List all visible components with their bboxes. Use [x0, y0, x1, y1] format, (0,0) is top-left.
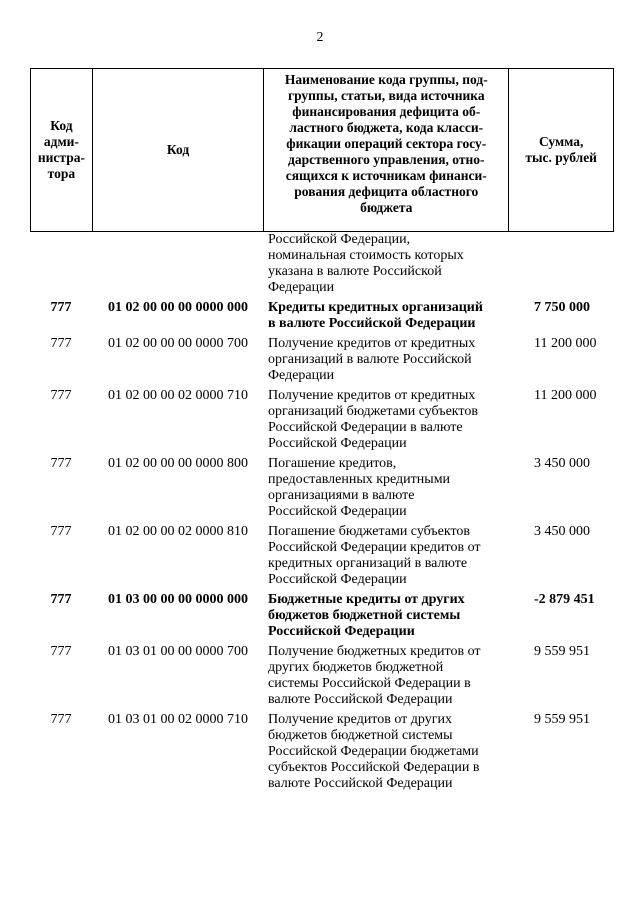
name-cell	[264, 232, 510, 296]
admin-code-cell	[30, 232, 92, 296]
name-line: организациями в валюте	[268, 488, 415, 503]
sum-cell: 3 450 000	[534, 524, 590, 539]
name-line: Получение бюджетных кредитов от	[268, 644, 481, 659]
name-line: Российской Федерации	[268, 504, 407, 519]
name-line: Российской Федерации	[268, 436, 407, 451]
name-line: бюджетов бюджетной системы	[268, 728, 453, 743]
header-line: Сумма,	[538, 134, 584, 149]
table-row	[30, 712, 614, 792]
sum-cell: -2 879 451	[534, 592, 595, 607]
admin-code-cell: 777	[50, 456, 72, 471]
name-cell	[264, 524, 510, 588]
sum-cell: 9 559 951	[534, 644, 590, 659]
name-line: Российской Федерации бюджетами	[268, 744, 479, 759]
header-line: Код	[50, 118, 73, 133]
header-line: Наименование кода группы, под-	[284, 72, 488, 87]
name-cell	[264, 336, 510, 384]
name-line: Бюджетные кредиты от других	[268, 592, 465, 607]
table-row	[30, 300, 614, 332]
name-line: номинальная стоимость которых	[268, 248, 464, 263]
name-line: Федерации	[268, 280, 335, 295]
header-line: бюджета	[360, 200, 413, 215]
header-code	[93, 69, 264, 231]
name-line: валюте Российской Федерации	[268, 692, 453, 707]
admin-code-cell: 777	[50, 592, 72, 607]
name-cell	[264, 592, 510, 640]
name-line: субъектов Российской Федерации в	[268, 760, 480, 775]
header-line: сящихся к источникам финанси-	[285, 168, 487, 183]
name-cell	[264, 712, 510, 792]
admin-code-cell: 777	[50, 300, 72, 315]
header-line: рования дефицита областного	[294, 184, 479, 199]
name-line: системы Российской Федерации в	[268, 676, 471, 691]
name-line: Российской Федерации,	[268, 232, 411, 247]
header-line: группы, статьи, вида источника	[287, 88, 485, 103]
name-line: Погашение бюджетами субъектов	[268, 524, 471, 539]
name-line: указана в валюте Российской	[268, 264, 442, 279]
sum-cell: 3 450 000	[534, 456, 590, 471]
name-cell	[264, 388, 510, 452]
sum-cell: 11 200 000	[534, 336, 597, 351]
name-line: Получение кредитов от других	[268, 712, 452, 727]
code-cell: 01 02 00 00 02 0000 810	[108, 524, 248, 539]
code-cell: 01 03 00 00 00 0000 000	[108, 592, 248, 607]
header-line: фикации операций сектора госу-	[286, 136, 487, 151]
code-cell: 01 03 01 00 02 0000 710	[108, 712, 248, 727]
code-cell: 01 02 00 00 00 0000 000	[108, 300, 248, 315]
name-line: бюджетов бюджетной системы	[268, 608, 461, 623]
header-line: Код	[166, 142, 190, 157]
name-line: организаций бюджетами субъектов	[268, 404, 478, 419]
page-number: 2	[316, 30, 324, 45]
admin-code-cell: 777	[50, 644, 72, 659]
sum-cell: 9 559 951	[534, 712, 590, 727]
sum-cell: 11 200 000	[534, 388, 597, 403]
admin-code-cell: 777	[50, 336, 72, 351]
admin-code-cell: 777	[50, 712, 72, 727]
name-line: кредитных организаций в валюте	[268, 556, 468, 571]
header-line: дарственного управления, отно-	[288, 152, 485, 167]
header-line: финансирования дефицита об-	[292, 104, 481, 119]
sum-cell	[510, 232, 614, 296]
header-name	[264, 69, 509, 231]
name-line: Кредиты кредитных организаций	[268, 300, 483, 315]
name-line: организаций в валюте Российской	[268, 352, 472, 367]
table-body	[30, 232, 614, 792]
name-line: Погашение кредитов,	[268, 456, 397, 471]
code-cell: 01 02 00 00 00 0000 700	[108, 336, 248, 351]
code-cell: 01 03 01 00 00 0000 700	[108, 644, 248, 659]
header-line: адми-	[43, 134, 79, 149]
name-line: Федерации	[268, 368, 335, 383]
header-line: ластного бюджета, кода класси-	[289, 120, 484, 135]
name-line: других бюджетов бюджетной	[268, 660, 444, 675]
admin-code-cell: 777	[50, 524, 72, 539]
table-row	[30, 232, 614, 296]
name-line: Получение кредитов от кредитных	[268, 336, 476, 351]
table-row	[30, 456, 614, 520]
header-line: тора	[47, 166, 76, 181]
code-cell	[92, 232, 264, 296]
header-admin-code	[31, 69, 93, 231]
name-line: в валюте Российской Федерации	[268, 316, 476, 331]
name-cell	[264, 644, 510, 708]
header-sum	[509, 69, 613, 231]
code-cell: 01 02 00 00 00 0000 800	[108, 456, 248, 471]
header-line: нистра-	[37, 150, 85, 165]
name-line: Получение кредитов от кредитных	[268, 388, 476, 403]
table-header	[30, 68, 614, 232]
name-line: Российской Федерации	[268, 624, 415, 639]
name-line: валюте Российской Федерации	[268, 776, 453, 791]
name-cell	[264, 300, 510, 332]
name-line: Российской Федерации	[268, 572, 407, 587]
table-row	[30, 524, 614, 588]
table-row	[30, 388, 614, 452]
name-line: предоставленных кредитными	[268, 472, 451, 487]
name-line: Российской Федерации в валюте	[268, 420, 463, 435]
table-row	[30, 336, 614, 384]
name-line: Российской Федерации кредитов от	[268, 540, 481, 555]
admin-code-cell: 777	[50, 388, 72, 403]
code-cell: 01 02 00 00 02 0000 710	[108, 388, 248, 403]
sum-cell: 7 750 000	[534, 300, 590, 315]
header-line: тыс. рублей	[525, 150, 597, 165]
table-row	[30, 644, 614, 708]
table-row	[30, 592, 614, 640]
name-cell	[264, 456, 510, 520]
